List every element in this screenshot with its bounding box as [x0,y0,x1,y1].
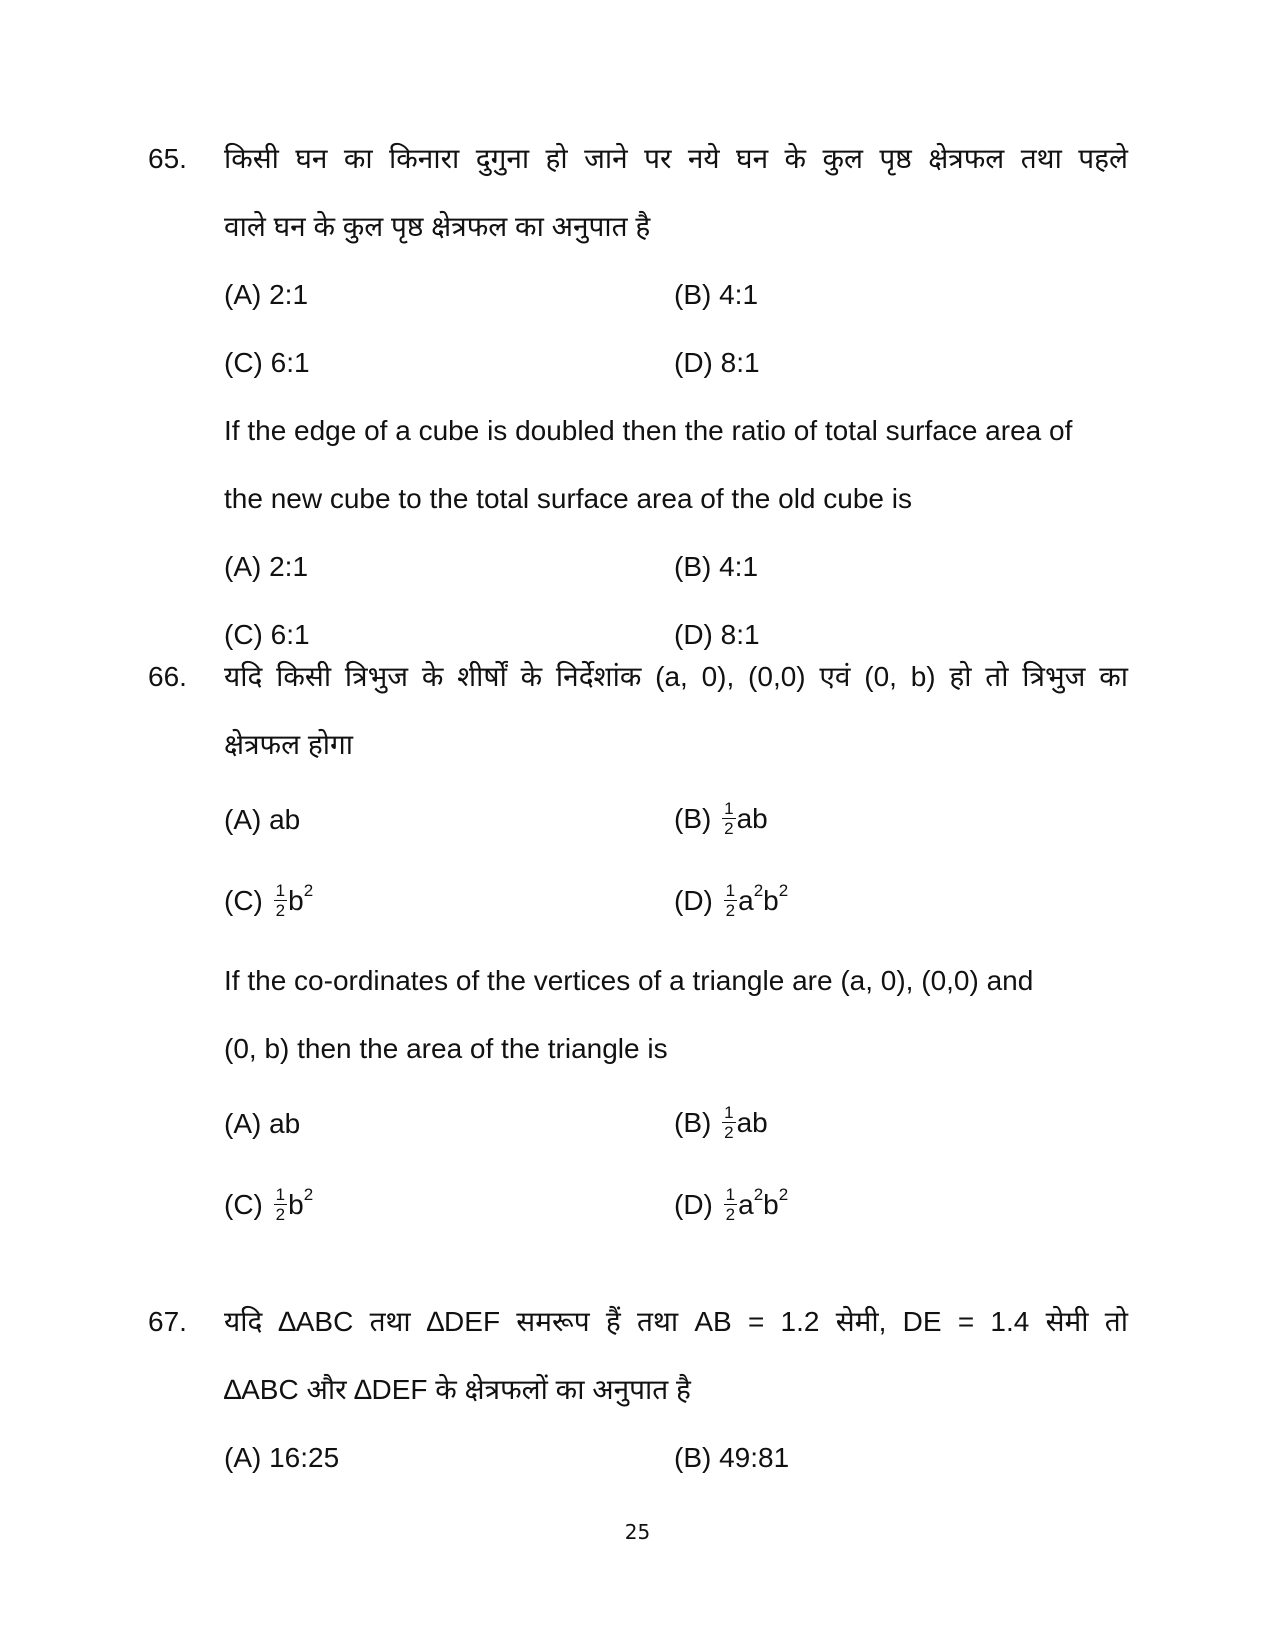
option-c: (C) $\frac{1}{2}$ $b^2$ [224,880,314,920]
question-65 [148,125,1128,669]
option-b: (B) 4:1 [674,551,759,582]
option-c: (C) 6:1 [224,619,310,650]
question-number: 65. [148,143,187,174]
question-text-hindi: ∆ABC और ∆DEF के क्षेत्रफलों का अनुपात है [224,1374,691,1405]
fraction: $\frac{1}{2}$ [724,1102,734,1142]
option-d: (D) $\frac{1}{2}$ $a^2b^2$ [674,1184,789,1224]
option-row [224,261,1128,329]
option-row [224,329,1128,397]
option-row [224,533,1128,601]
fraction: $\frac{1}{2}$ [724,798,734,838]
question-text-english: If the co-ordinates of the vertices of a triangle are (a, 0), (0,0) and [224,965,1034,996]
option-row [224,1083,1128,1165]
option-a: (A) ab [224,1108,301,1139]
question-number: 67. [148,1306,187,1337]
question-text-english: (0, b) then the area of the triangle is [224,1033,668,1064]
option-a: (A) 2:1 [224,279,309,310]
question-text-english: If the edge of a cube is doubled then the ratio of total surface area of [224,415,1073,446]
fraction: $\frac{1}{2}$ [725,880,736,920]
question-text-hindi: किसी घन का किनारा दुगुना हो जाने पर नये घन के कुल पृष्ठ क्षेत्रफल तथा पहले [224,143,1128,174]
option-row [224,1165,1128,1247]
option-row [224,779,1128,861]
question-66 [148,643,1128,1247]
page-number: 25 [624,1520,651,1544]
option-d: (D) $\frac{1}{2}$ $a^2b^2$ [674,880,789,920]
option-a: (A) ab [224,804,301,835]
option-d: (D) 8:1 [674,619,760,650]
option-b: (B) $\frac{1}{2}$ ab [674,798,768,838]
fraction: $\frac{1}{2}$ [275,880,286,920]
fraction: $\frac{1}{2}$ [725,1184,736,1224]
option-a: (A) 2:1 [224,551,309,582]
question-text-hindi: क्षेत्रफल होगा [224,729,354,760]
option-d: (D) 8:1 [674,347,760,378]
question-number: 66. [148,661,187,692]
question-67 [148,1288,1128,1492]
option-row [224,1424,1128,1492]
option-c: (C) $\frac{1}{2}$ $b^2$ [224,1184,314,1224]
option-b: (B) 4:1 [674,279,759,310]
fraction: $\frac{1}{2}$ [275,1184,286,1224]
option-b: (B) 49:81 [674,1442,790,1473]
question-text-hindi: यदि किसी त्रिभुज के शीर्षों के निर्देशांक (a, 0), (0,0) एवं (0, b) हो तो त्रिभुज का [224,661,1128,692]
option-b: (B) $\frac{1}{2}$ ab [674,1102,768,1142]
question-text-hindi: यदि ∆ABC तथा ∆DEF समरूप हैं तथा AB = 1.2 सेमी, DE = 1.4 सेमी तो [224,1306,1128,1337]
question-text-english: the new cube to the total surface area of the old cube is [224,483,912,514]
option-a: (A) 16:25 [224,1442,340,1473]
option-c: (C) 6:1 [224,347,310,378]
question-text-hindi: वाले घन के कुल पृष्ठ क्षेत्रफल का अनुपात है [224,211,651,242]
option-row [224,861,1128,943]
